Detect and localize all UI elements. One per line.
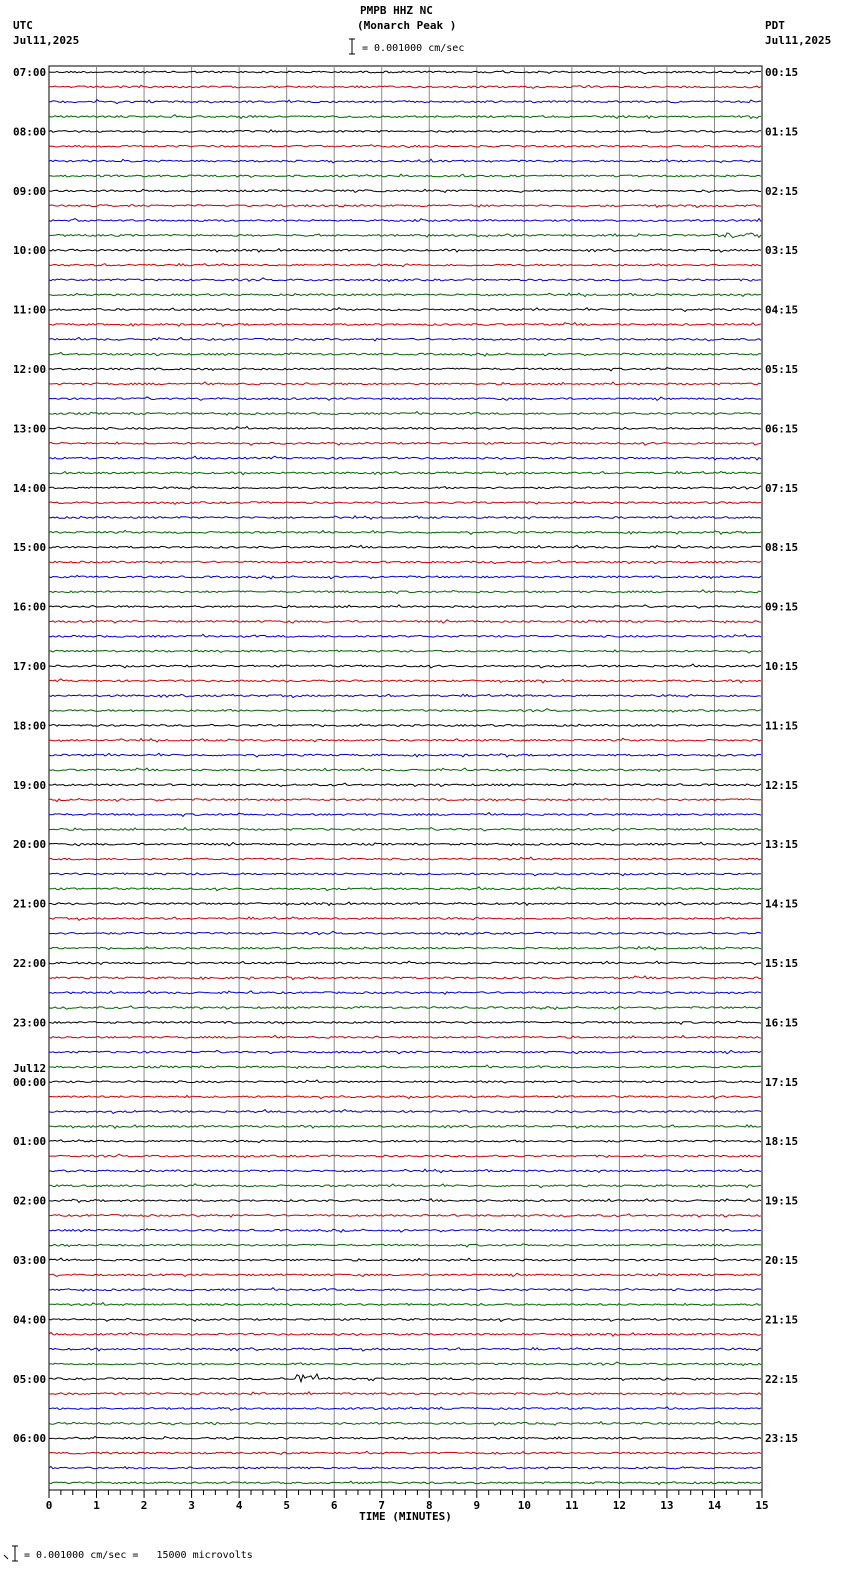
trace-line xyxy=(49,961,761,965)
trace-line xyxy=(49,278,761,282)
station-title: PMPB HHZ NC xyxy=(360,4,433,17)
trace-line xyxy=(49,931,761,935)
x-tick-label: 1 xyxy=(93,1499,100,1512)
trace-line xyxy=(49,828,761,831)
utc-hour-label: 02:00 xyxy=(13,1194,47,1208)
trace-line xyxy=(49,1481,761,1484)
pdt-hour-label: 11:15 xyxy=(765,719,799,733)
trace-line xyxy=(49,293,761,297)
x-tick-label: 6 xyxy=(330,1499,338,1512)
utc-hour-label: 10:00 xyxy=(13,244,47,258)
trace-line xyxy=(49,100,761,104)
trace-line xyxy=(49,1214,761,1217)
trace-line xyxy=(49,620,761,623)
trace-line xyxy=(49,233,761,238)
x-tick-label: 10 xyxy=(517,1499,531,1512)
utc-hour-label: 06:00 xyxy=(13,1432,47,1446)
x-tick-label: 11 xyxy=(565,1499,579,1512)
trace-line xyxy=(49,1125,761,1129)
trace-line xyxy=(49,412,761,416)
trace-line xyxy=(49,724,761,727)
trace-line xyxy=(49,976,761,980)
utc-hour-label: 13:00 xyxy=(13,422,47,436)
pdt-hour-label: 07:15 xyxy=(765,481,799,495)
trace-line xyxy=(49,471,761,474)
trace-line xyxy=(49,130,761,133)
utc-hour-label: 20:00 xyxy=(13,838,47,852)
trace-line xyxy=(49,1244,761,1247)
trace-line xyxy=(49,71,761,74)
x-tick-label: 14 xyxy=(707,1499,722,1512)
trace-line xyxy=(49,323,761,327)
trace-line xyxy=(49,783,761,786)
trace-line xyxy=(49,694,761,698)
pdt-hour-label: 06:15 xyxy=(765,422,799,436)
trace-line xyxy=(49,1332,761,1336)
utc-hour-label: 15:00 xyxy=(13,541,47,555)
trace-line xyxy=(49,709,761,713)
trace-line xyxy=(49,799,761,802)
x-tick-label: 4 xyxy=(235,1499,243,1512)
pdt-hour-label: 04:15 xyxy=(765,303,799,317)
trace-line xyxy=(49,501,761,504)
pdt-hour-label: 02:15 xyxy=(765,184,799,198)
trace-line xyxy=(49,1006,761,1010)
trace-line xyxy=(49,1421,761,1425)
pdt-hour-label: 17:15 xyxy=(765,1075,799,1089)
trace-line xyxy=(49,115,761,119)
pdt-hour-label: 10:15 xyxy=(765,660,799,673)
trace-line xyxy=(49,397,761,400)
x-tick-label: 9 xyxy=(473,1499,481,1512)
scale-text: = 0.001000 cm/sec xyxy=(362,43,465,54)
date-change-label: Jul12 xyxy=(13,1061,47,1075)
trace-line xyxy=(49,753,761,757)
pdt-hour-label: 08:15 xyxy=(765,541,799,555)
trace-line xyxy=(49,590,761,594)
trace-line xyxy=(49,1288,761,1292)
trace-line xyxy=(49,456,761,460)
x-tick-label: 8 xyxy=(425,1499,433,1512)
utc-hour-label: 11:00 xyxy=(13,303,47,317)
trace-line xyxy=(49,664,761,668)
trace-line xyxy=(49,516,761,520)
x-tick-label: 7 xyxy=(378,1499,386,1512)
trace-line xyxy=(49,768,761,771)
footer-scale-text: = 0.001000 cm/sec = 15000 microvolts xyxy=(24,1550,253,1561)
utc-hour-label: 17:00 xyxy=(13,660,47,673)
trace-line xyxy=(49,1436,761,1439)
pdt-hour-label: 03:15 xyxy=(765,244,799,258)
trace-line xyxy=(49,219,761,222)
pdt-hour-label: 15:15 xyxy=(765,957,799,970)
trace-line xyxy=(49,1258,761,1261)
trace-line xyxy=(49,991,761,994)
trace-line xyxy=(49,1392,761,1395)
trace-line xyxy=(49,368,761,371)
pdt-hour-label: 12:15 xyxy=(765,778,799,792)
trace-line xyxy=(49,545,761,548)
trace-line xyxy=(49,189,761,192)
trace-line xyxy=(49,174,761,177)
utc-hour-label: 19:00 xyxy=(13,778,47,792)
trace-line xyxy=(49,560,761,563)
utc-hour-label: 14:00 xyxy=(13,481,47,495)
trace-line xyxy=(49,873,761,876)
x-tick-label: 0 xyxy=(45,1499,53,1512)
trace-line xyxy=(49,605,761,609)
utc-hour-label: 03:00 xyxy=(13,1254,47,1267)
utc-hour-label: 04:00 xyxy=(13,1313,47,1327)
trace-line xyxy=(49,1273,761,1276)
trace-line xyxy=(49,813,761,817)
trace-line xyxy=(49,946,761,950)
trace-line xyxy=(49,353,761,357)
pdt-hour-label: 09:15 xyxy=(765,600,799,614)
pdt-hour-label: 13:15 xyxy=(765,838,799,852)
x-tick-label: 15 xyxy=(755,1499,769,1512)
pdt-hour-label: 22:15 xyxy=(765,1372,799,1386)
x-tick-label: 12 xyxy=(612,1499,627,1512)
trace-line xyxy=(49,427,761,430)
trace-line xyxy=(49,1035,761,1038)
trace-line xyxy=(49,486,761,489)
trace-line xyxy=(49,575,761,579)
trace-line xyxy=(49,308,761,312)
trace-line xyxy=(49,249,761,252)
left-timezone: UTC xyxy=(13,19,33,32)
x-tick-label: 3 xyxy=(188,1499,195,1512)
trace-line xyxy=(49,1348,761,1352)
utc-hour-label: 05:00 xyxy=(13,1372,47,1386)
trace-line xyxy=(49,1199,761,1203)
trace-line xyxy=(49,842,761,846)
pdt-hour-label: 14:15 xyxy=(765,897,799,911)
pdt-hour-label: 05:15 xyxy=(765,363,799,376)
trace-line xyxy=(49,887,761,891)
trace-line xyxy=(49,1303,761,1306)
utc-hour-label: 08:00 xyxy=(13,125,47,139)
trace-line xyxy=(49,1065,761,1069)
trace-line xyxy=(49,264,761,267)
utc-hour-label: 12:00 xyxy=(13,363,47,376)
pdt-hour-label: 21:15 xyxy=(765,1313,799,1327)
trace-line xyxy=(49,857,761,860)
trace-line xyxy=(49,650,761,653)
x-tick-label: 2 xyxy=(140,1499,148,1512)
trace-line xyxy=(49,1319,761,1322)
trace-line xyxy=(49,1021,761,1024)
pdt-hour-label: 19:15 xyxy=(765,1194,799,1208)
trace-line xyxy=(49,902,761,905)
utc-hour-label: 00:00 xyxy=(13,1075,47,1089)
pdt-hour-label: 18:15 xyxy=(765,1135,799,1149)
trace-line xyxy=(49,738,761,742)
utc-hour-label: 22:00 xyxy=(13,957,47,970)
x-tick-label: 13 xyxy=(660,1499,674,1512)
trace-line xyxy=(49,1096,761,1099)
footer-scale-bar-icon xyxy=(2,1544,22,1564)
utc-hour-label: 21:00 xyxy=(13,897,47,911)
trace-line xyxy=(49,1110,761,1114)
utc-hour-label: 07:00 xyxy=(13,66,47,79)
trace-line xyxy=(49,1140,761,1143)
trace-line xyxy=(49,382,761,385)
trace-line xyxy=(49,1374,761,1382)
trace-line xyxy=(49,85,761,88)
trace-line xyxy=(49,679,761,683)
trace-line xyxy=(49,205,761,208)
utc-hour-label: 16:00 xyxy=(13,600,47,614)
right-date: Jul11,2025 xyxy=(765,34,832,47)
left-date: Jul11,2025 xyxy=(13,34,80,47)
pdt-hour-label: 23:15 xyxy=(765,1432,799,1446)
trace-line xyxy=(49,634,761,637)
x-tick-label: 5 xyxy=(283,1499,290,1512)
utc-hour-label: 09:00 xyxy=(13,184,47,198)
trace-line xyxy=(49,1169,761,1173)
x-axis-title: TIME (MINUTES) xyxy=(359,1510,452,1523)
trace-line xyxy=(49,159,761,163)
trace-line xyxy=(49,1467,761,1470)
pdt-hour-label: 16:15 xyxy=(765,1016,799,1030)
pdt-hour-label: 20:15 xyxy=(765,1254,799,1267)
trace-line xyxy=(49,145,761,148)
trace-line xyxy=(49,1362,761,1366)
trace-line xyxy=(49,1050,761,1053)
trace-line xyxy=(49,530,761,534)
trace-line xyxy=(49,1229,761,1233)
station-location: (Monarch Peak ) xyxy=(357,19,457,32)
trace-line xyxy=(49,1407,761,1411)
trace-line xyxy=(49,1080,761,1083)
pdt-hour-label: 01:15 xyxy=(765,125,799,139)
trace-line xyxy=(49,442,761,445)
trace-line xyxy=(49,1451,761,1454)
utc-hour-label: 23:00 xyxy=(13,1016,47,1030)
trace-line xyxy=(49,1154,761,1158)
right-timezone: PDT xyxy=(765,19,785,32)
utc-hour-label: 18:00 xyxy=(13,719,47,733)
utc-hour-label: 01:00 xyxy=(13,1135,47,1149)
trace-line xyxy=(49,338,761,341)
pdt-hour-label: 00:15 xyxy=(765,66,799,79)
trace-line xyxy=(49,917,761,920)
trace-line xyxy=(49,1184,761,1188)
